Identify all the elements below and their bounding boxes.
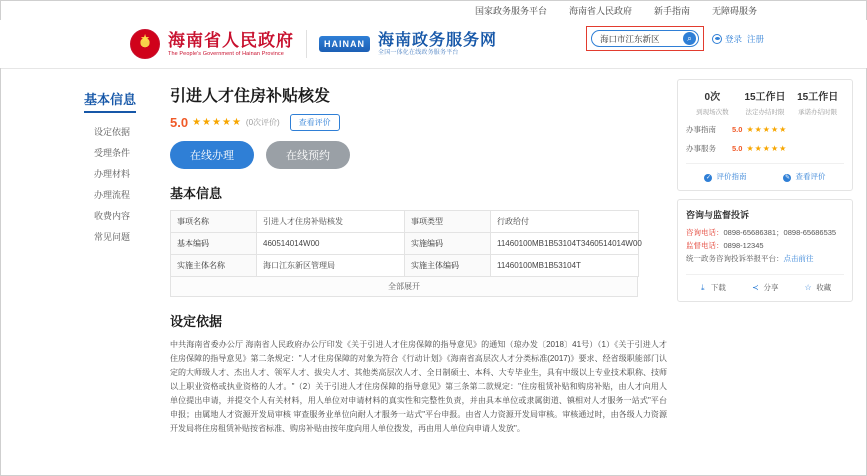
supervision-phone-key: 监督电话： xyxy=(686,240,724,250)
register-link[interactable]: 注册 xyxy=(746,33,764,44)
rating-value: 5.0 xyxy=(170,115,189,130)
rate-line-guide-value: 5.0 xyxy=(732,125,743,134)
sidebar-item-basis[interactable]: 设定依据 xyxy=(94,127,131,137)
hainan-logo-badge: HAINAN xyxy=(319,36,370,52)
cell-label-item-name: 事项名称 xyxy=(171,211,257,233)
section-basic-info-title: 基本信息 xyxy=(170,186,223,201)
stat-legal-days-label: 法定办结时限 xyxy=(745,109,785,116)
page-title: 引进人才住房补贴核发 xyxy=(170,88,331,105)
favorite-label: 收藏 xyxy=(816,283,832,293)
sidebar-item-fees[interactable]: 收费内容 xyxy=(94,211,131,221)
topbar-link-accessibility[interactable]: 无障碍服务 xyxy=(711,5,757,16)
rating-count: (0次评价) xyxy=(245,118,280,127)
view-reviews-button[interactable]: 查看评价 xyxy=(290,114,340,131)
gov-name-en: The People's Government of Hainan Province xyxy=(168,50,284,57)
sidebar-item-process[interactable]: 办理流程 xyxy=(94,190,131,200)
stat-visits-label: 到现场次数 xyxy=(696,109,729,116)
cell-value-subject-name: 海口江东新区管理局 xyxy=(257,255,405,277)
cell-value-impl-code: 11460100MB1B53104T3460514014W00 xyxy=(491,233,639,255)
section-policy-title: 设定依据 xyxy=(170,314,223,329)
rate-line-service-label: 办事服务 xyxy=(686,144,716,153)
user-icon xyxy=(712,34,722,44)
header-divider xyxy=(306,30,307,58)
consult-title: 咨询与监督投诉 xyxy=(686,210,750,220)
share-icon: ≺ xyxy=(752,283,759,293)
stat-promised-days-label: 承诺办结时限 xyxy=(798,109,838,116)
national-emblem-icon xyxy=(130,29,160,59)
highlight-box xyxy=(586,26,704,51)
sidebar-title: 基本信息 xyxy=(84,89,136,113)
view-evaluation-label: 查看评价 xyxy=(795,172,826,181)
cell-value-item-type: 行政给付 xyxy=(491,211,639,233)
topbar-link-provincial[interactable]: 海南省人民政府 xyxy=(568,5,632,16)
stat-visits-value: 0次 xyxy=(704,92,721,103)
topbar-link-national[interactable]: 国家政务服务平台 xyxy=(474,5,547,16)
stat-legal-days-value: 15工作日 xyxy=(744,92,786,103)
site-header xyxy=(0,20,867,68)
search-icon[interactable]: ⌕ xyxy=(683,32,696,45)
portal-name-block xyxy=(378,31,497,57)
cell-label-subject-code: 实施主体编码 xyxy=(405,255,491,277)
rate-line-service-value: 5.0 xyxy=(732,144,743,153)
download-label: 下载 xyxy=(710,283,726,293)
cell-label-item-type: 事项类型 xyxy=(405,211,491,233)
sidebar-item-faq[interactable]: 常见问题 xyxy=(94,232,131,242)
download-icon: ⤓ xyxy=(701,283,705,293)
gov-name-cn: 海南省人民政府 xyxy=(168,31,294,51)
header-right-group xyxy=(586,26,769,51)
star-icon: ☆ xyxy=(804,283,812,293)
sidebar-item-materials[interactable]: 办理材料 xyxy=(94,169,131,179)
pencil-circle-icon: ✎ xyxy=(784,175,790,181)
apply-online-button[interactable]: 在线办理 xyxy=(170,141,254,169)
portal-name-en: 全国一体化在线政务服务平台 xyxy=(378,50,459,56)
rating-stars: ★★★★★ xyxy=(192,117,242,128)
consult-phone-value: 0898-65686381；0898-65686535 xyxy=(723,228,837,237)
topbar-link-guide[interactable]: 新手指南 xyxy=(653,5,690,16)
cell-label-base-code: 基本编码 xyxy=(171,233,257,255)
policy-text: 中共海南省委办公厅 海南省人民政府办公厅印发《关于引进人才住房保障的指导意见》的通知（琼办发〔2018〕41号）（1）《关于引进人才住房保障的指导意见》第二条规定："人才住房保障的对象为符合《行动计划》《海南省高层次人才分类标准(2017)》要求、经省级职能部门认定的大师级人才、杰出人才、领军人才、拔尖人才、其他类高层次人才、全日制硕士、本科、大专毕业生，具有中级以上专业技术职称、技师以上职业资格或执业资格的人才。"（2）关于引进人才住房保障的指导意见》第三条第二款规定："住房租赁补贴和购房补贴，由人才向用人单位提出申请，并提交个人有关材料，用人单位对申请材料的真实性和完整性负责，并由具本单位或隶属街道、镇相对人才服务一站式"平台申报；由属地人才资源开发局审核 审查服务业单位向耐人才服务一站式"平台申报。由省人力资源开发局审核。审核通过时，由各级人力资源开发局将住房租赁补贴按省标准、购房补贴由按年度向用人单位拨发，再由用人单位向申请人发放"。 xyxy=(170,340,667,433)
rate-line-guide-label: 办事指南 xyxy=(686,125,716,134)
evaluate-guide-label: 评价指南 xyxy=(716,172,747,181)
cell-value-item-name: 引进人才住房补贴核发 xyxy=(257,211,405,233)
hainan-logo xyxy=(319,36,370,52)
consult-phone-key: 咨询电话： xyxy=(686,228,724,237)
city-select-value: 海口市江东新区 xyxy=(599,33,660,44)
check-circle-icon: ✓ xyxy=(705,175,711,181)
platform-link[interactable]: 点击前往 xyxy=(783,253,814,263)
platform-key: 统一政务咨询投诉举报平台： xyxy=(686,253,784,263)
city-select[interactable] xyxy=(591,30,699,47)
cell-label-impl-code: 实施编码 xyxy=(405,233,491,255)
cell-label-subject-name: 实施主体名称 xyxy=(171,255,257,277)
portal-name-cn: 海南政务服务网 xyxy=(378,31,498,49)
login-area xyxy=(712,33,769,45)
expand-all-button[interactable]: 全部展开 xyxy=(170,277,638,297)
sidebar-item-conditions[interactable]: 受理条件 xyxy=(94,148,131,158)
cell-value-subject-code: 11460100MB1B53104T xyxy=(491,255,639,277)
cell-value-base-code: 460514014W00 xyxy=(257,233,405,255)
login-link[interactable]: 登录 xyxy=(724,33,742,44)
rate-line-service-stars: ★★★★★ xyxy=(746,144,788,153)
supervision-phone-value: 0898-12345 xyxy=(723,240,764,250)
online-appointment-button[interactable]: 在线预约 xyxy=(266,141,350,169)
gov-name-block xyxy=(168,31,294,57)
share-label: 分享 xyxy=(763,283,779,293)
rate-line-guide-stars: ★★★★★ xyxy=(746,125,788,134)
stat-promised-days-value: 15工作日 xyxy=(797,92,839,103)
